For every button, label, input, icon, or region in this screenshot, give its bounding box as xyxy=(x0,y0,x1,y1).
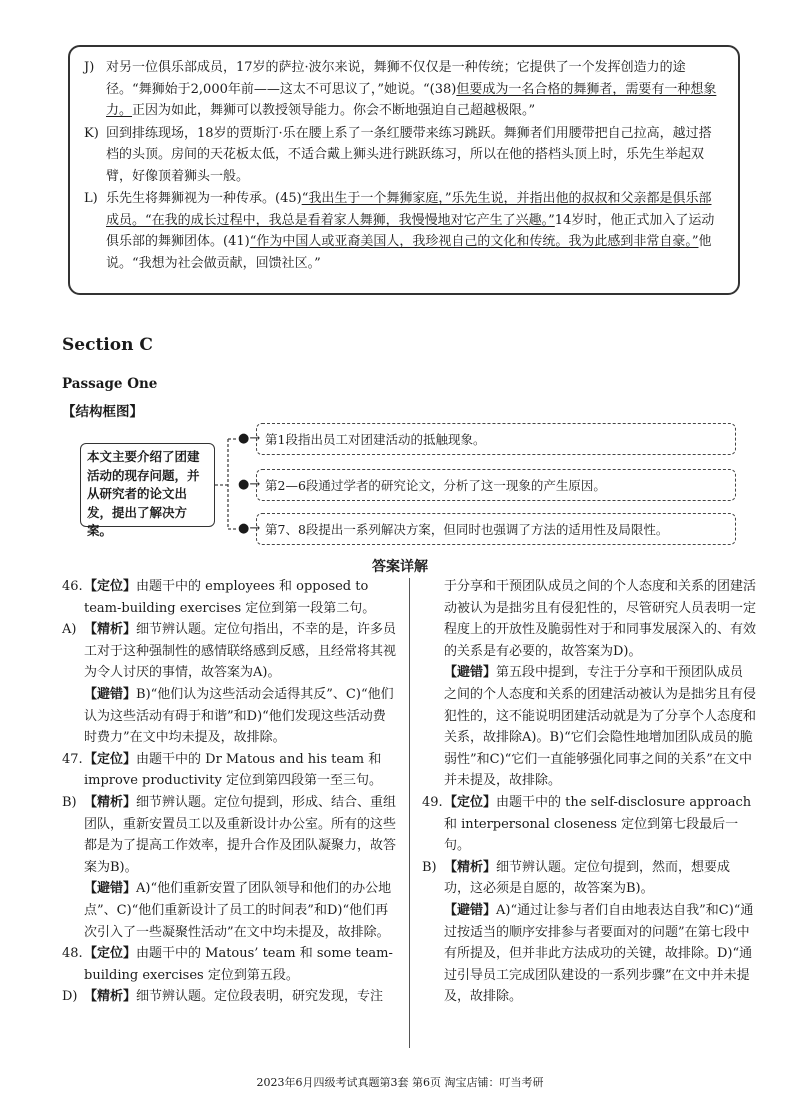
paragraph-text: 他说。“我想为社会做贡献，回馈社区。” xyxy=(106,234,712,271)
tag: 【避错】 xyxy=(84,881,137,897)
paragraph-text: 14岁时，他正式加入了运动俱乐部的舞狮团体。(41) xyxy=(106,212,715,249)
question-46-error xyxy=(62,684,398,749)
underlined-answer-text: “我出生于一个舞狮家庭，”乐先生说，并指出他的叔叔和父亲都是俱乐部成员。“在我的成长过程中，我总是看着家人舞狮，我慢慢地对它产生了兴趣。” xyxy=(106,191,712,228)
arrow-icon: ●→ xyxy=(238,477,261,492)
answer-letter: D) xyxy=(62,989,78,1005)
translation-paragraph-l xyxy=(84,188,722,274)
paragraph-text: 乐先生将舞狮视为一种传承。(45) xyxy=(106,191,302,206)
tag: 【避错】 xyxy=(444,902,497,918)
question-number: 46. xyxy=(62,579,83,594)
question-number: 49. xyxy=(422,794,443,810)
arrow-icon: ●→ xyxy=(238,431,261,446)
locate-text: 由题干中的 Matous’ team 和 some team-building exercises 定位到第五段。 xyxy=(84,946,393,983)
branch-box: 第7、8段提出一系列解决方案，但同时也强调了方法的适用性及局限性。 xyxy=(256,513,736,545)
answer-letter: B) xyxy=(62,794,77,810)
question-47-error xyxy=(62,878,398,943)
column-divider xyxy=(409,578,410,1048)
error-text: A)“通过让参与者们自由地表达自我”和C)“通过按适当的顺序安排参与者要面对的问题”在第七段中有所提及，但并非此方法成功的关键，故排除。D)“通过引导员工完成团队建设的一系列步骤”在文中并未提及，故排除。 xyxy=(444,902,754,1005)
tag: 【精析】 xyxy=(84,794,137,810)
question-49-error xyxy=(422,900,756,1008)
analysis-text: 细节辨认题。定位句提到，形成、结合、重组团队，重新安置员工以及重新设计办公室。所有的这些都是为了提高工作效率，提升合作及团队凝聚力，故答案为B)。 xyxy=(84,794,397,875)
question-48-error xyxy=(422,662,756,792)
answer-letter: B) xyxy=(422,859,437,875)
question-number: 48. xyxy=(62,946,83,962)
paragraph-label: J) xyxy=(84,60,95,75)
question-46-analysis xyxy=(62,619,398,684)
question-47-locate xyxy=(62,749,398,792)
tag: 【定位】 xyxy=(84,946,137,962)
tag: 【避错】 xyxy=(444,665,497,681)
question-48-locate xyxy=(62,943,398,986)
question-49-analysis xyxy=(422,857,756,900)
analysis-text: 细节辨认题。定位段表明，研究发现，专注 xyxy=(136,989,384,1005)
question-48-analysis-cont: 于分享和干预团队成员之间的个人态度和关系的团建活动被认为是拙劣且有侵犯性的，尽管研究人员表明一定程度上的开放性及脆弱性对于和同事发展深入的、有效的关系是有必要的，故答案为D)。 xyxy=(444,579,757,659)
analysis-text: 细节辨认题。定位句提到，然而，想要成功，这必须是自愿的，故答案为B)。 xyxy=(444,859,731,897)
error-text: B)“他们认为这些活动会适得其反”、C)“他们认为这些活动有碍于和谐”和D)“他们发现这些活动费时费力”在文中均未提及，故排除。 xyxy=(84,686,394,746)
paragraph-text: 正因为如此，舞狮可以教授领导能力。你会不断地强迫自己超越极限。” xyxy=(132,103,536,118)
underlined-answer-text: “作为中国人或亚裔美国人，我珍视自己的文化和传统。我为此感到非常自豪。” xyxy=(249,234,699,249)
left-column xyxy=(62,576,398,1008)
question-46-locate xyxy=(62,576,398,619)
tag: 【定位】 xyxy=(84,751,137,767)
locate-text: 由题干中的 Dr Matous and his team 和 improve productivity 定位到第四段第一至三句。 xyxy=(84,751,382,789)
arrow-icon: ●→ xyxy=(238,521,261,536)
paragraph-label: K) xyxy=(84,125,99,141)
paragraph-text: 对另一位俱乐部成员，17岁的萨拉·波尔来说，舞狮不仅仅是一种传统；它提供了一个发挥创造力的途径。“舞狮始于2,000年前——这太不可思议了，”她说。“(38) xyxy=(106,60,686,97)
branch-box: 第1段指出员工对团建活动的抵触现象。 xyxy=(256,423,736,455)
answer-title: 答案详解 xyxy=(372,559,428,575)
tag: 【精析】 xyxy=(84,622,137,638)
page-footer: 2023年6月四级考试真题第3套 第6页 淘宝店铺：叮当考研 xyxy=(256,1076,544,1089)
tag: 【定位】 xyxy=(84,579,137,594)
branch-box: 第2—6段通过学者的研究论文，分析了这一现象的产生原因。 xyxy=(256,469,736,501)
right-column xyxy=(422,576,756,1008)
question-48-analysis xyxy=(62,986,398,1008)
passage-heading: Passage One xyxy=(62,376,158,392)
analysis-text: 细节辨认题。定位句指出，不幸的是，许多员工对于这种强制性的感情联络感到反感，且经常将其视为令人讨厌的事情，故答案为A)。 xyxy=(84,622,397,681)
paragraph-text: 回到排练现场，18岁的贾斯汀·乐在腰上系了一条红腰带来练习跳跃。舞狮者们用腰带把自己拉高，越过搭档的头顶。房间的天花板太低，不适合戴上狮头进行跳跃练习，所以在他的搭档头顶上时，乐先生举起双臂，好像顶着狮头一般。 xyxy=(106,125,712,184)
summary-box: 本文主要介绍了团建活动的现存问题，并从研究者的论文出发，提出了解决方案。 xyxy=(80,443,215,527)
question-number: 47. xyxy=(62,751,83,767)
question-47-analysis xyxy=(62,792,398,878)
underlined-answer-text: 但要成为一名合格的舞狮者，需要有一种想象力。 xyxy=(106,81,717,118)
translation-paragraph-k xyxy=(84,123,722,188)
translation-paragraph-j xyxy=(84,57,722,122)
error-text: 第五段中提到，专注于分享和干预团队成员之间的个人态度和关系的团建活动被认为是拙劣且有侵犯性的，这不能说明团建活动就是为了分享个人态度和关系，故排除A)。B)“它们会隐性地增加团队成员的脆弱性”和C)“它们一直能够强化同事之间的关系”在文中并未提及，故排除。 xyxy=(444,665,757,789)
error-text: A)“他们重新安置了团队领导和他们的办公地点”、C)“他们重新设计了员工的时间表”和D)“他们再次引入了一些凝聚性活动”在文中均未提及，故排除。 xyxy=(84,881,392,940)
answer-letter: A) xyxy=(62,622,77,638)
translation-box xyxy=(68,45,740,295)
paragraph-label: L) xyxy=(84,191,98,206)
tag: 【避错】 xyxy=(84,686,137,702)
locate-text: 由题干中的 the self-disclosure approach 和 interpersonal closeness 定位到第七段最后一句。 xyxy=(444,794,752,854)
framework-heading: 【结构框图】 xyxy=(62,404,143,420)
tag: 【定位】 xyxy=(444,794,497,810)
tag: 【精析】 xyxy=(444,859,497,875)
section-heading: Section C xyxy=(62,335,153,355)
question-49-locate xyxy=(422,792,756,857)
tag: 【精析】 xyxy=(84,989,137,1005)
locate-text: 由题干中的 employees 和 opposed to team-building exercises 定位到第一段第二句。 xyxy=(84,579,376,616)
